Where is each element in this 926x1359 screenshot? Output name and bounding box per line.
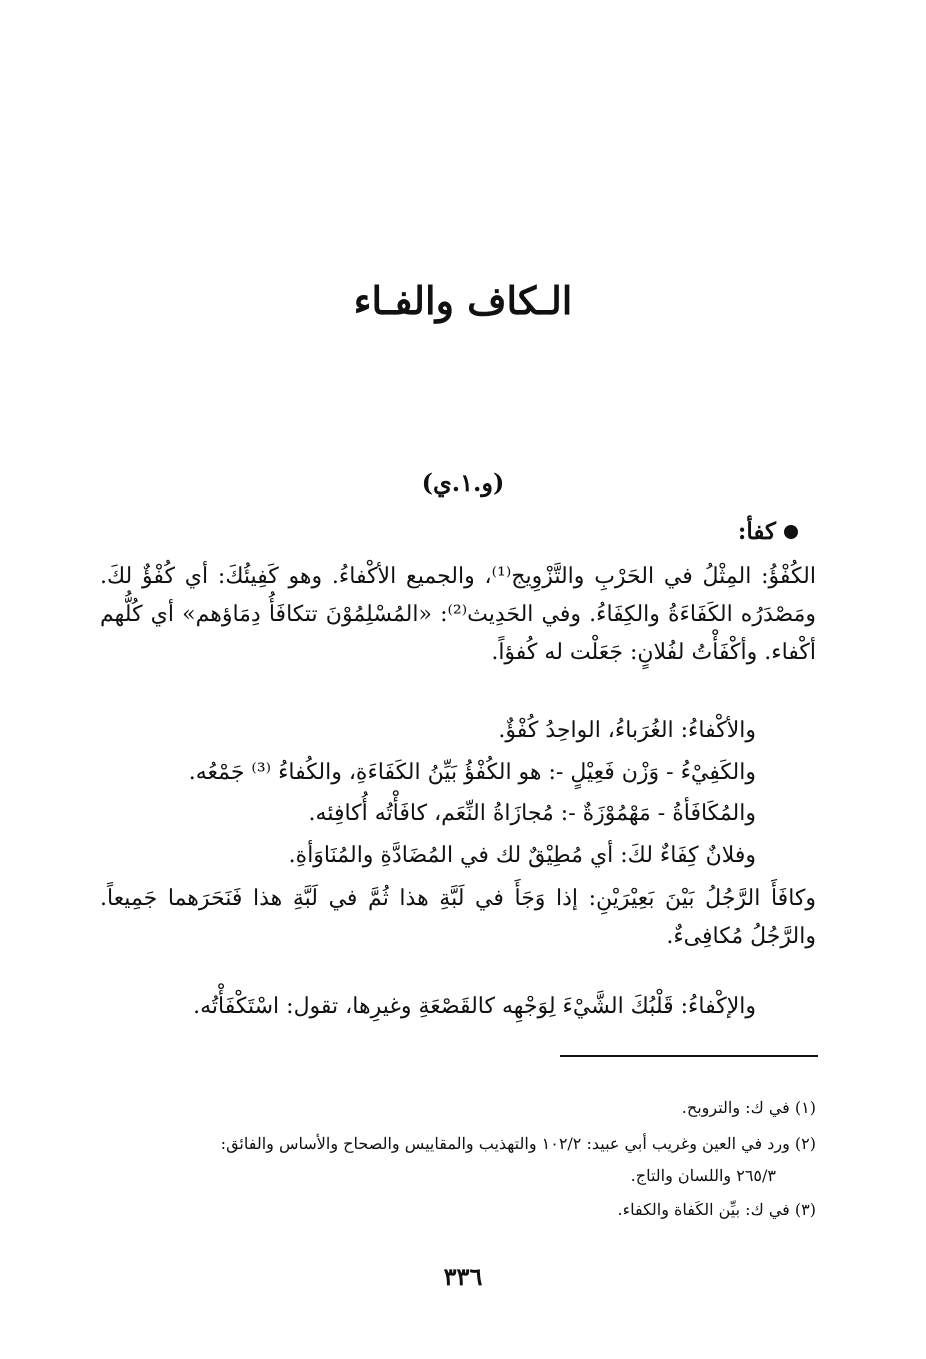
root-heading: (و.١.ي) [421,468,505,497]
line-akfaa: والأكْفاءُ: الغُرَباءُ، الواحِدُ كُفْؤٌ. [498,718,756,743]
line-ikfaa: والإكْفاءُ: قَلْبُكَ الشَّيْءَ لِوَجْهِه كالقَصْعَةِ وغيرِها، تقول: اسْتَكْفَأْتُه. [193,994,756,1019]
bullet-icon [784,525,798,539]
chapter-title: الـكاف والفـاء [353,278,573,323]
entry-heading [738,518,798,545]
footnote-2: (٢) ورد في العين وغريب أبي عبيد: ١٠٢/٢ والتهذيب والمقاييس والصحاح والأساس والفائق: [220,1134,816,1153]
line-kifaa: وفلانٌ كِفَاءٌ لكَ: أي مُطِيْقٌ لك في المُضَادَّةِ والمُنَاوَأةِ. [288,843,756,868]
footnote-divider [560,1055,818,1057]
footnote-1: (١) في ك: والتروبح. [681,1098,816,1117]
footnote-3: (٣) في ك: بيِّن الكَفاة والكفاء. [617,1200,816,1219]
page-number: ٣٣٦ [443,1262,483,1291]
line-mukafaa: والمُكَافَأةُ - مَهْمُوْزَةٌ -: مُجازَاةُ النِّعَم، كافَأْتُه أُكافِئه. [308,801,756,826]
entry-heading-label: كفأ: [737,518,776,545]
paragraph-kuf: الكُفْؤُ: المِثْلُ في الحَرْبِ والتَّزْوِيج⁽¹⁾، والجميع الأكْفاءُ. وهو كَفِيئُكَ: أي كُفْؤٌ لكَ. ومَصْدَرُه الكَفَاءَةُ والكِفَاءُ. وفي الحَدِيث⁽²⁾: «المُسْلِمُوْنَ تتكافَأُ دِمَاؤهم» أي كُلُّهم أكْفاء. وأكْفَأْتُ لفُلانٍ: جَعَلْت له كُفؤاً. [100,564,816,665]
line-kafii: والكَفِيْءُ - وَزْن فَعِيْلٍ -: هو الكُفْؤُ بَيِّنُ الكَفَاءَةِ، والكُفاءُ ⁽³⁾ جَمْعُه. [188,760,756,785]
footnote-2-continued: ٢٦٥/٣ واللسان والتاج. [630,1166,776,1185]
paragraph-kafaa: وكافَأَ الرَّجُلُ بَيْنَ بَعِيْرَيْنِ: إذا وَجَأَ في لَبَّةِ هذا ثُمَّ في لَبَّةِ هذا فَنَحَرَهما جَمِيعاً. والرَّجُلُ مُكافِىءٌ. [100,886,816,949]
